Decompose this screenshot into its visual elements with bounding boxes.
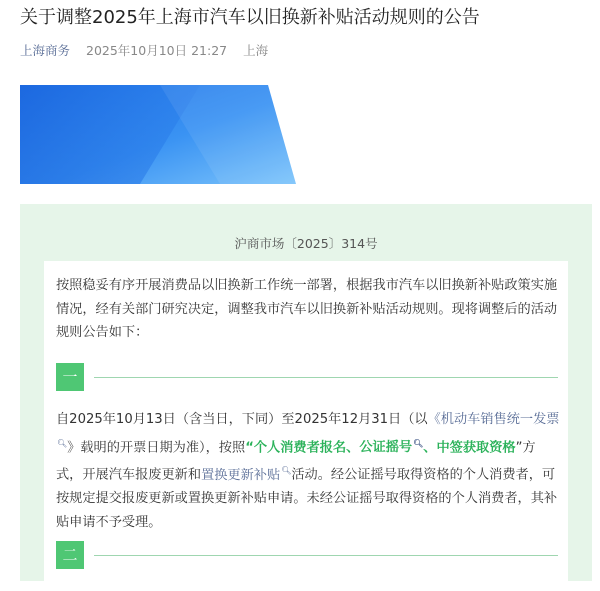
publish-datetime: 2025年10月10日 21:27	[86, 43, 228, 58]
search-icon: 🔍︎	[281, 466, 292, 476]
text-run: 》载明的开票日期为准），按照	[67, 439, 246, 455]
section-divider	[94, 555, 558, 556]
lottery-keyword-link[interactable]	[359, 440, 423, 455]
text-run: 活动。经公证摇号取得资格的个人消费者，可按规定提交报废更新或置换更新补贴申请。未经公证摇号取得资格的个人消费者，其补贴申请不予受理。	[56, 467, 558, 530]
subsidy-keyword-link[interactable]	[201, 468, 291, 483]
announcement-panel	[20, 204, 592, 581]
text-run: ”方式，开展汽车报废更新和	[56, 439, 536, 483]
publish-location: 上海	[243, 43, 269, 58]
source-account-link[interactable]: 上海商务	[20, 43, 71, 58]
highlight-text: 、中签获取资格	[423, 439, 516, 455]
document-number: 沪商市场〔2025〕314号	[234, 236, 378, 251]
section-number-badge: 二	[56, 541, 84, 569]
section-1-paragraph	[56, 408, 560, 534]
intro-paragraph: 按照稳妥有序开展消费品以旧换新工作统一部署，根据我市汽车以旧换新补贴政策实施情况，经有关部门研究决定，调整我市汽车以旧换新补贴活动规则。现将调整后的活动规则公告如下：	[56, 278, 558, 340]
search-icon: 🔍︎	[57, 438, 68, 448]
link-text: 公证摇号	[359, 439, 413, 455]
article-title: 关于调整2025年上海市汽车以旧换新补贴活动规则的公告	[20, 7, 480, 28]
article-meta	[20, 41, 280, 59]
highlight-text: “个人消费者报名、	[245, 439, 360, 455]
section-number-badge: 一	[56, 363, 84, 391]
announcement-card	[44, 261, 568, 591]
text-run: 自2025年10月13日（含当日，下同）至2025年12月31日（以	[56, 412, 428, 427]
search-icon: 🔍︎	[413, 438, 424, 448]
section-divider	[94, 377, 558, 378]
section-heading-1	[56, 363, 558, 393]
link-text: 置换更新补贴	[201, 467, 281, 483]
link-text: 《机动车销售统一发票	[427, 412, 560, 427]
header-banner-image	[20, 85, 296, 184]
section-heading-2	[56, 541, 558, 571]
